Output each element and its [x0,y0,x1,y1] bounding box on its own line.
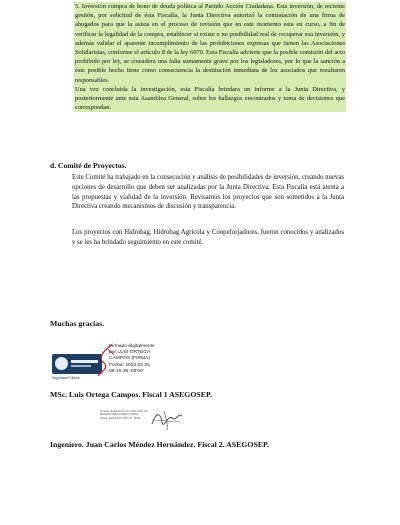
signature-line: por LUIS ORTEGA [109,350,151,356]
seal-label: Seguridad Pública [52,376,80,380]
closing-text: Muchas gracias. [50,319,105,328]
highlighted-investment-block [74,2,346,112]
signature-line: CAMPOS (FIRMA) [109,356,151,362]
seal-emblem-icon [55,357,68,370]
committee-paragraph-1 [72,173,344,212]
signature-line: Firmado digitalmente [109,344,155,349]
signature-line: Fecha: 2022.02.25 09:11:47 -06'00' [100,416,141,420]
investment-paragraph: 5. Inversión compra de bono de deuda política al Partido Acción Ciudadana. Esta inversión, de reciente gestión, por solicitud de ésta Fiscalía, la Junta Directiva autorizó la contratación de una firma de abogados para que la asista en el proceso de revisión que en este momento esta en curso, a fin de verificar la legalidad de la compra, establecer si existe o no posibilidad real de recuperar esa inversión, y además validar el aparente incumplimiento de las prohibiciones expresas que tienen las Asociaciones Solidaristas, conforme el artículo 8 de la ley 6970. Esta Fiscalía advierte que la posible comisión del acto prohibido por ley, se considera una falta sumamente grave por los legisladores, por lo que la sanción a éste posible hecho tiene como consecuencia la destitución inmediata de los asociados que resultaren responsables. [75,3,345,84]
signature-line: MENDEZ HERNANDEZ (FIRMA) [100,413,139,417]
handwritten-signature-2-icon [150,408,184,432]
signature-line: 09:15:38 -06'00' [109,368,144,374]
investigation-paragraph: Una vez concluida la investigación, esta Fiscalía brindara un informe a la Junta Directiva, y posteriormente ante esta Asamblea General, sobre los hallazgos encontrados y toma de decisiones que correspondan. [75,85,345,112]
paragraph-text: Este Comité ha trabajado en la consecución y análisis de posibilidades de inversión, creando nuevas opciones de desarrollo que deben ser analizadas por la Junta Directiva. Esta Fiscalía está atenta a las propuestas y vialidad de la inversión. Revisamos los proyectos que son sometidos a la Junta Directiva creando mecanismos de discusión y transparencia. [72,174,344,211]
digital-signature-2 [100,410,150,420]
section-heading: d. Comité de Proyectos. [50,161,127,170]
signature-line: Fecha: 2022.02.25 [109,362,150,368]
digital-signature-1 [109,344,219,375]
seal-bar [71,365,91,367]
committee-paragraph-2 [72,228,344,248]
signatory-2-name: Ingeniero. Juan Carlos Méndez Hernández. Fiscal 2. ASEGOSEP. [50,440,269,449]
paragraph-text: Los proyectos con Hidrobag, Hidrobag Agrícola y Coopeforjadores, fueron conocidos y analizados y se les ha brindado seguimiento en este comité. [72,229,344,246]
signature-line: Firmado digitalmente por JUAN CARLOS [100,410,148,413]
seal-bar [71,360,98,363]
signatory-1-name: MSc. Luis Ortega Campos. Fiscal 1 ASEGOSEP. [50,390,212,399]
security-seal-logo [52,354,102,374]
